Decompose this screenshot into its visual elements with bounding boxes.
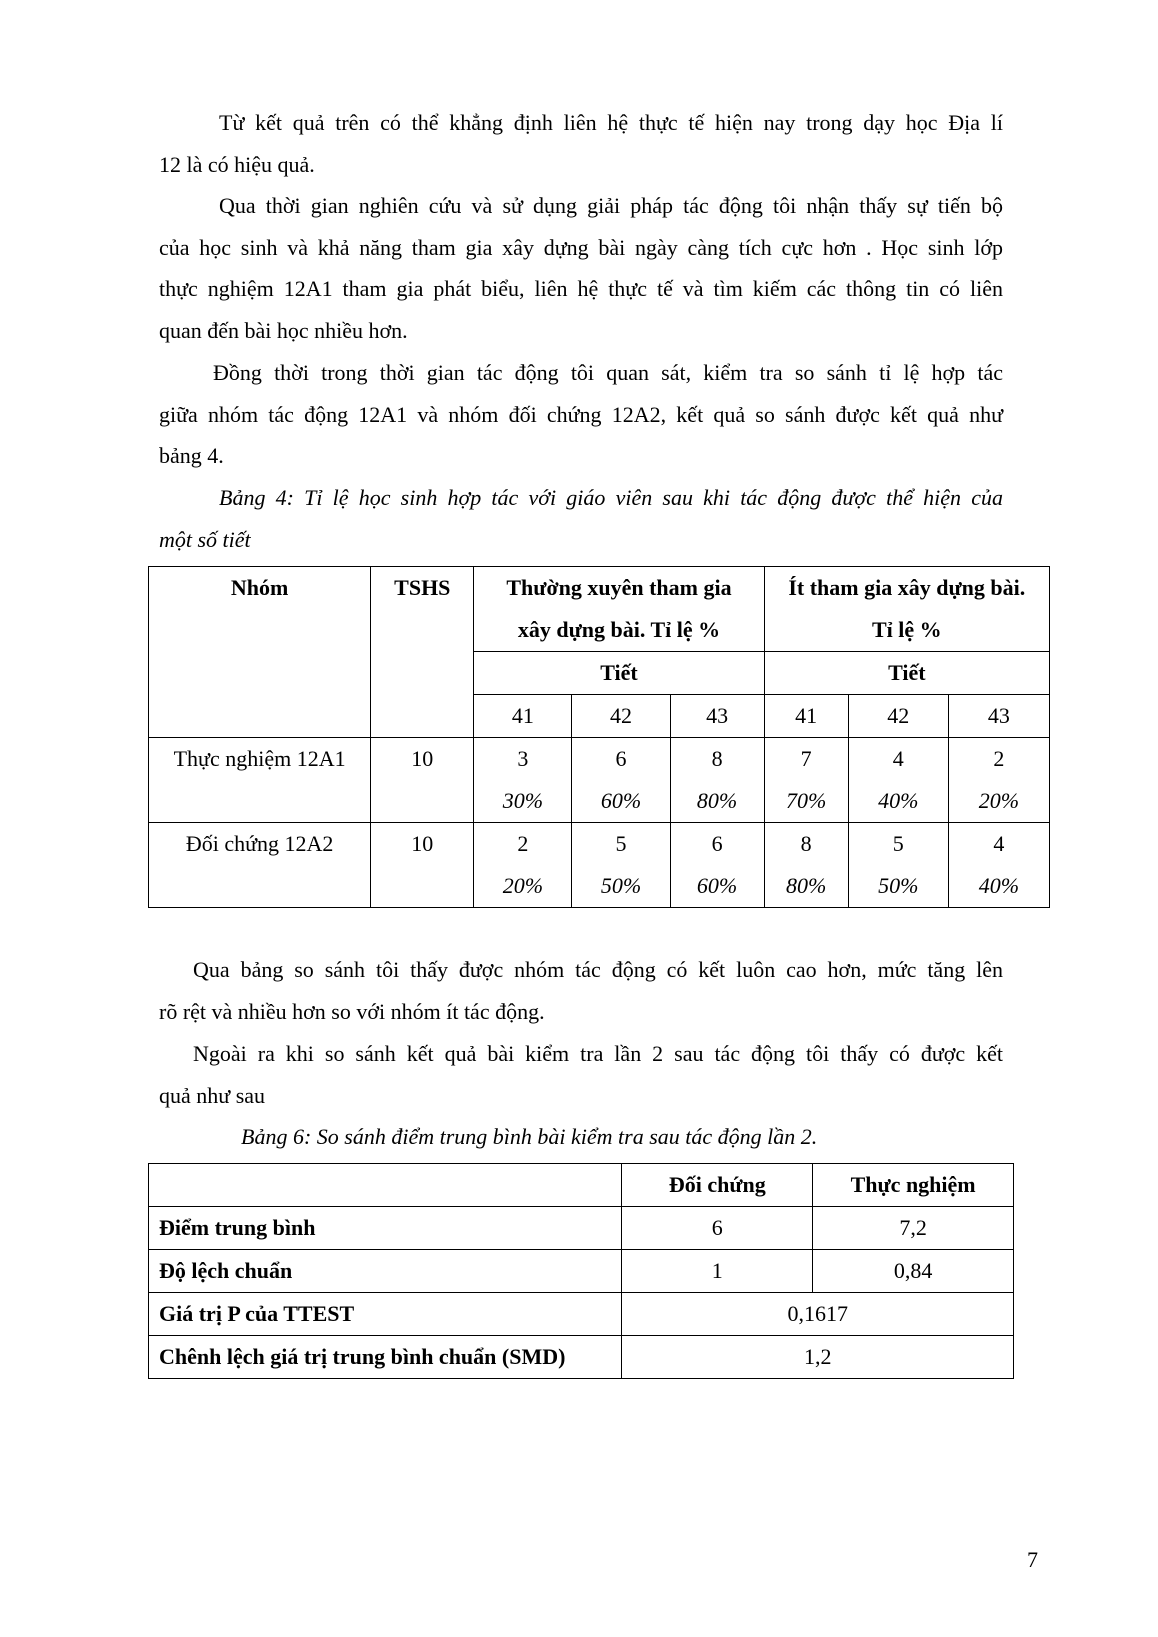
period-cell: 42: [848, 695, 948, 738]
header-group: Nhóm: [149, 567, 371, 738]
data-cell: 4 40%: [948, 823, 1049, 908]
paragraph-3-line-3: bảng 4.: [159, 443, 224, 468]
value-cell: 7,2: [813, 1207, 1014, 1250]
paragraph-2-line-3: thực nghiệm 12A1 tham gia phát biểu, liên hệ thực tế và tìm kiếm các thông tin có liên: [159, 276, 1003, 301]
paragraph-5-line-2: quả như sau: [159, 1083, 266, 1108]
table-4: [148, 566, 1050, 908]
value-cell: 6: [622, 1207, 813, 1250]
paragraph-2-line-4: quan đến bài học nhiều hơn.: [159, 318, 408, 343]
data-cell: 3 30%: [474, 738, 572, 823]
table-row: [149, 1250, 1014, 1293]
value-cell: 0,1617: [622, 1293, 1014, 1336]
paragraph-1-line-1: Từ kết quả trên có thể khẳng định liên hệ thực tế hiện nay trong dạy học Địa lí: [219, 110, 1003, 135]
table-row: [149, 738, 1050, 823]
row-name: Thực nghiệm 12A1: [149, 738, 371, 823]
row-label: Chênh lệch giá trị trung bình chuẩn (SMD): [149, 1336, 622, 1379]
paragraph-1-line-2: 12 là có hiệu quả.: [159, 152, 315, 177]
header-tshs: TSHS: [371, 567, 474, 738]
period-cell: 43: [670, 695, 764, 738]
data-cell: 6 60%: [670, 823, 764, 908]
data-cell: 2 20%: [948, 738, 1049, 823]
value-cell: 1: [622, 1250, 813, 1293]
data-cell: 8 80%: [764, 823, 848, 908]
table-row: [149, 1293, 1014, 1336]
period-cell: 41: [764, 695, 848, 738]
header-period-b: Tiết: [764, 652, 1049, 695]
value-cell: 1,2: [622, 1336, 1014, 1379]
data-cell: 8 80%: [670, 738, 764, 823]
table-row: [149, 1336, 1014, 1379]
table-4-caption-line-2: một số tiết: [159, 527, 251, 552]
period-cell: 42: [572, 695, 670, 738]
paragraph-3-line-1: Đồng thời trong thời gian tác động tôi quan sát, kiểm tra so sánh tỉ lệ hợp tác: [213, 360, 1003, 385]
data-cell: 5 50%: [848, 823, 948, 908]
row-name: Đối chứng 12A2: [149, 823, 371, 908]
data-cell: 5 50%: [572, 823, 670, 908]
paragraph-4-line-2: rõ rệt và nhiều hơn so với nhóm ít tác động.: [159, 999, 545, 1024]
paragraph-5-line-1: Ngoài ra khi so sánh kết quả bài kiểm tra lần 2 sau tác động tôi thấy có được kết: [193, 1041, 1003, 1066]
header-rare-participation: Ít tham gia xây dựng bài. Tỉ lệ %: [764, 567, 1049, 652]
paragraph-4-line-1: Qua bảng so sánh tôi thấy được nhóm tác động có kết luôn cao hơn, mức tăng lên: [193, 957, 1003, 982]
header-frequent-participation: Thường xuyên tham gia xây dựng bài. Tỉ lệ %: [474, 567, 764, 652]
table-row: [149, 1207, 1014, 1250]
row-label: Giá trị P của TTEST: [149, 1293, 622, 1336]
data-cell: 7 70%: [764, 738, 848, 823]
table-row: [149, 823, 1050, 908]
header-control: Đối chứng: [622, 1164, 813, 1207]
row-label: Điểm trung bình: [149, 1207, 622, 1250]
data-cell: 2 20%: [474, 823, 572, 908]
paragraph-3-line-2: giữa nhóm tác động 12A1 và nhóm đối chứng 12A2, kết quả so sánh được kết quả như: [159, 402, 1003, 427]
empty-header-cell: [149, 1164, 622, 1207]
row-tshs: 10: [371, 738, 474, 823]
data-cell: 4 40%: [848, 738, 948, 823]
header-experiment: Thực nghiệm: [813, 1164, 1014, 1207]
value-cell: 0,84: [813, 1250, 1014, 1293]
paragraph-2-line-2: của học sinh và khả năng tham gia xây dựng bài ngày càng tích cực hơn . Học sinh lớp: [159, 235, 1003, 260]
table-6-caption: Bảng 6: So sánh điểm trung bình bài kiểm tra sau tác động lần 2.: [241, 1124, 818, 1149]
table-6: [148, 1163, 1014, 1379]
page-number: 7: [1027, 1547, 1038, 1572]
data-cell: 6 60%: [572, 738, 670, 823]
row-tshs: 10: [371, 823, 474, 908]
table-4-caption-line-1: Bảng 4: Tỉ lệ học sinh hợp tác với giáo viên sau khi tác động được thể hiện của: [219, 485, 1003, 510]
row-label: Độ lệch chuẩn: [149, 1250, 622, 1293]
period-cell: 43: [948, 695, 1049, 738]
paragraph-2-line-1: Qua thời gian nghiên cứu và sử dụng giải pháp tác động tôi nhận thấy sự tiến bộ: [219, 193, 1003, 218]
period-cell: 41: [474, 695, 572, 738]
header-period-a: Tiết: [474, 652, 764, 695]
